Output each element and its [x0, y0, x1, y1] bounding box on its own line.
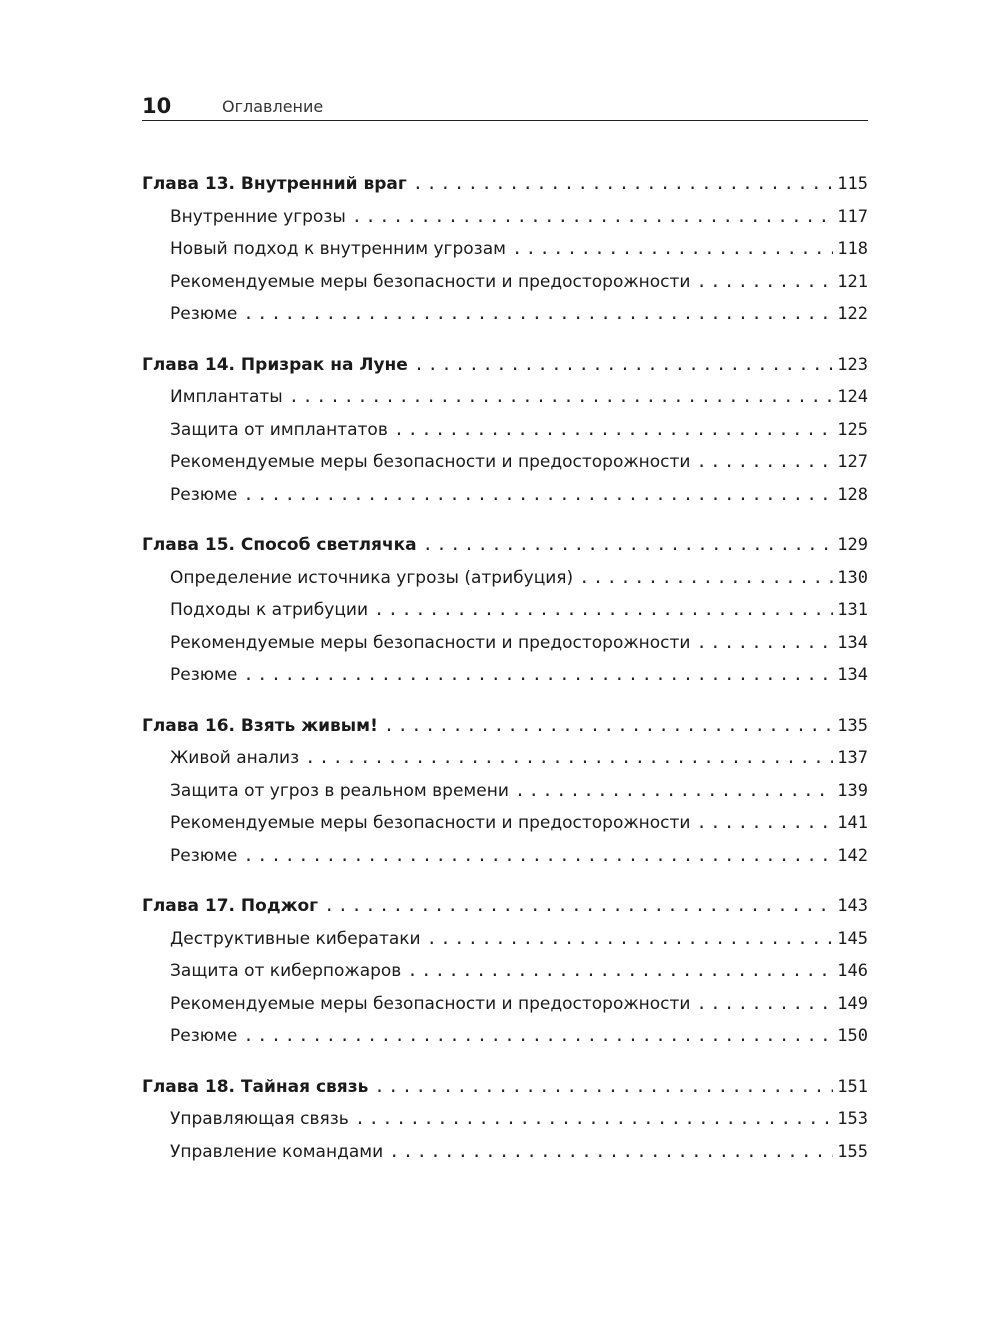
dot-leader [243, 298, 833, 331]
chapter-entry-title: Глава 17. Поджог [142, 896, 319, 916]
dot-leader [352, 201, 834, 234]
section-entry-page: 139 [837, 780, 868, 801]
section-entry [142, 1020, 868, 1053]
section-entry [142, 266, 868, 299]
section-entry-page: 131 [837, 600, 868, 620]
chapter-entry [142, 710, 868, 743]
chapter-entry [142, 1071, 868, 1104]
dot-leader [414, 349, 833, 382]
dot-leader [394, 414, 833, 447]
dot-leader [355, 1103, 833, 1136]
section-entry-title: Новый подход к внутренним угрозам [170, 239, 506, 259]
section-entry-title: Рекомендуемые меры безопасности и предосторожности [170, 452, 691, 472]
page-number: 10 [142, 94, 172, 118]
dot-leader [374, 1071, 833, 1104]
section-entry-title: Защита от угроз в реальном времени [170, 780, 509, 801]
section-entry [142, 988, 868, 1021]
dot-leader [427, 923, 834, 956]
dot-leader [243, 659, 833, 692]
section-entry-title: Резюме [170, 845, 238, 866]
chapter-entry-page: 135 [837, 715, 868, 736]
section-entry-page: 145 [837, 928, 868, 949]
section-entry-title: Имплантаты [170, 387, 283, 407]
section-entry [142, 923, 868, 956]
section-entry-title: Резюме [170, 1026, 238, 1046]
section-entry [142, 807, 868, 840]
dot-leader [413, 168, 833, 201]
section-entry-title: Деструктивные кибератаки [170, 928, 421, 949]
section-entry-title: Определение источника угрозы (атрибуция) [170, 567, 574, 588]
section-entry [142, 446, 868, 479]
section-entry-page: 117 [837, 206, 868, 227]
section-entry [142, 233, 868, 266]
dot-leader [289, 381, 834, 414]
section-entry [142, 775, 868, 808]
section-entry [142, 479, 868, 512]
dot-leader [305, 742, 833, 775]
chapter-entry-title: Глава 18. Тайная связь [142, 1076, 369, 1097]
chapter-block [142, 890, 868, 1053]
chapter-entry-page: 123 [837, 354, 868, 375]
section-entry [142, 414, 868, 447]
dot-leader [324, 890, 833, 923]
section-entry [142, 840, 868, 873]
section-entry-page: 130 [837, 567, 868, 588]
chapter-entry [142, 349, 868, 382]
running-title: Оглавление [222, 97, 324, 116]
section-entry-page: 149 [837, 993, 868, 1014]
section-entry-page: 134 [837, 632, 868, 653]
section-entry [142, 1136, 868, 1169]
section-entry [142, 201, 868, 234]
section-entry-title: Рекомендуемые меры безопасности и предосторожности [170, 271, 691, 292]
section-entry [142, 381, 868, 414]
chapter-entry-page: 129 [837, 535, 868, 555]
chapter-entry [142, 529, 868, 562]
section-entry-page: 150 [837, 1026, 868, 1046]
section-entry-page: 127 [837, 452, 868, 472]
section-entry-title: Резюме [170, 484, 238, 505]
section-entry [142, 627, 868, 660]
section-entry-page: 128 [837, 484, 868, 505]
dot-leader [696, 988, 833, 1021]
section-entry [142, 594, 868, 627]
dot-leader [696, 627, 833, 660]
section-entry-title: Управляющая связь [170, 1109, 349, 1129]
section-entry-title: Резюме [170, 665, 238, 685]
section-entry-page: 137 [837, 748, 868, 768]
section-entry-page: 153 [837, 1109, 868, 1129]
chapter-entry-page: 143 [837, 896, 868, 916]
dot-leader [423, 529, 834, 562]
section-entry-page: 118 [837, 239, 868, 259]
section-entry-page: 146 [837, 961, 868, 981]
section-entry [142, 659, 868, 692]
section-entry [142, 955, 868, 988]
dot-leader [389, 1136, 833, 1169]
dot-leader [512, 233, 833, 266]
dot-leader [579, 562, 833, 595]
dot-leader [374, 594, 833, 627]
section-entry [142, 562, 868, 595]
dot-leader [696, 446, 833, 479]
section-entry-title: Рекомендуемые меры безопасности и предосторожности [170, 632, 691, 653]
section-entry [142, 1103, 868, 1136]
chapter-entry-title: Глава 13. Внутренний враг [142, 174, 407, 194]
section-entry-page: 142 [837, 845, 868, 866]
section-entry-title: Защита от имплантатов [170, 419, 388, 440]
section-entry-title: Резюме [170, 304, 238, 324]
chapter-block [142, 168, 868, 331]
chapter-entry-page: 151 [837, 1076, 868, 1097]
chapter-entry-title: Глава 16. Взять живым! [142, 715, 378, 736]
dot-leader [407, 955, 833, 988]
page-header [142, 94, 868, 121]
dot-leader [384, 710, 833, 743]
dot-leader [243, 479, 833, 512]
section-entry-page: 134 [837, 665, 868, 685]
table-of-contents [142, 168, 868, 1186]
chapter-block [142, 710, 868, 873]
section-entry-title: Защита от киберпожаров [170, 961, 402, 981]
chapter-block [142, 529, 868, 692]
section-entry-page: 125 [837, 419, 868, 440]
dot-leader [243, 840, 833, 873]
section-entry-title: Управление командами [170, 1141, 384, 1162]
chapter-entry-page: 115 [837, 174, 868, 194]
section-entry-page: 122 [837, 304, 868, 324]
section-entry-title: Живой анализ [170, 748, 300, 768]
section-entry-title: Подходы к атрибуции [170, 600, 369, 620]
chapter-entry [142, 890, 868, 923]
section-entry [142, 742, 868, 775]
chapter-entry-title: Глава 15. Способ светлячка [142, 535, 417, 555]
section-entry-page: 124 [837, 387, 868, 407]
chapter-entry [142, 168, 868, 201]
dot-leader [243, 1020, 833, 1053]
dot-leader [515, 775, 833, 808]
dot-leader [696, 807, 833, 840]
section-entry-page: 121 [837, 271, 868, 292]
chapter-block [142, 349, 868, 512]
chapter-block [142, 1071, 868, 1169]
dot-leader [696, 266, 833, 299]
section-entry-page: 141 [837, 813, 868, 833]
section-entry-title: Рекомендуемые меры безопасности и предосторожности [170, 993, 691, 1014]
section-entry [142, 298, 868, 331]
section-entry-title: Внутренние угрозы [170, 206, 346, 227]
section-entry-page: 155 [837, 1141, 868, 1162]
chapter-entry-title: Глава 14. Призрак на Луне [142, 354, 408, 375]
section-entry-title: Рекомендуемые меры безопасности и предосторожности [170, 813, 691, 833]
